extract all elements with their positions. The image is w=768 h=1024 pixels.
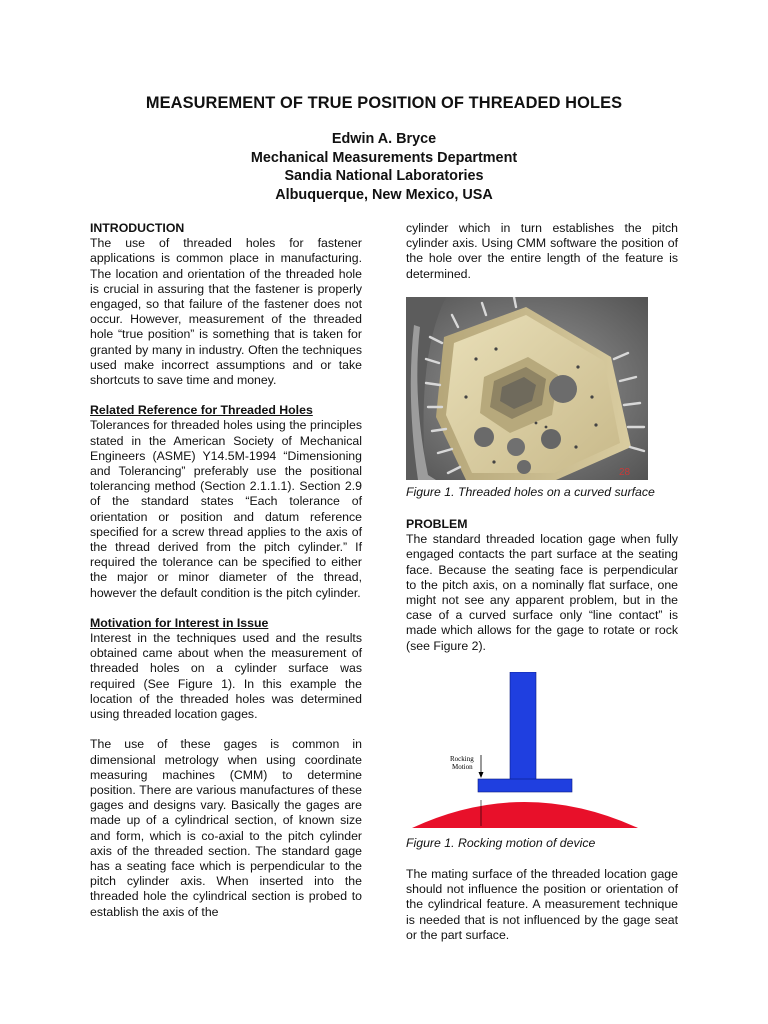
figure-2-caption: Figure 1. Rocking motion of device bbox=[406, 835, 596, 850]
author-name: Edwin A. Bryce bbox=[331, 131, 437, 147]
fixture-photo-illustration bbox=[406, 297, 648, 480]
author-department: Mechanical Measurements Department bbox=[250, 149, 518, 166]
related-reference-paragraph: Tolerances for threaded holes using the principles stated in the American Society of Mechanical Engineers (ASME) Y14.5M-1994 “Dimensioning and Tolerancing” preferably use the positional tolerancing method (Section 2.1.1.1). Section 2.9 of the standard states “Each tolerance of orientation or position and datum reference specified for a screw thread applies to the axis of the thread derived from the pitch cylinder.” If required the tolerance can be specified to either the major or minor diameter of the thread, however the default condition is the pitch cylinder. bbox=[90, 418, 362, 600]
left-column bbox=[90, 221, 362, 920]
gage-seat bbox=[478, 779, 572, 792]
mating-paragraph: The mating surface of the threaded location gage should not influence the position or orientation of the cylindrical feature. A measurement technique is needed that is not influenced by the gage seat or the part surface. bbox=[406, 867, 678, 942]
rocking-motion-diagram bbox=[406, 672, 646, 832]
figure-1-photo bbox=[406, 297, 648, 480]
introduction-paragraph: The use of threaded holes for fastener applications is common place in manufacturing. The location and orientation of the threaded hole is crucial in assuring that the fastener is properly engaged, so that failure of the fastener does not occur. However, measurement of the threaded hole “true position” is something that is taken for granted by many in industry. Often the techniques used make incorrect assumptions and or take shortcuts to save time and money. bbox=[90, 236, 362, 388]
gage-shaft bbox=[510, 672, 536, 780]
author-block bbox=[0, 130, 768, 204]
motivation-paragraph: Interest in the techniques used and the results obtained came about when the measurement of threaded holes on a cylinder surface was required (See Figure 1). In this example the location of the threaded holes was determined using threaded location gages. bbox=[90, 631, 362, 722]
rocking-label-line2: Motion bbox=[452, 762, 473, 771]
author-institution: Sandia National Laboratories bbox=[284, 168, 484, 184]
curved-surface bbox=[412, 802, 638, 828]
author-location: Albuquerque, New Mexico, USA bbox=[275, 186, 493, 203]
rocking-label-line1: Rocking bbox=[450, 754, 474, 763]
continuation-paragraph: cylinder which in turn establishes the pitch cylinder axis. Using CMM software the position of the hole over the entire length of the feature is determined. bbox=[406, 221, 678, 281]
figure-1-caption: Figure 1. Threaded holes on a curved surface bbox=[406, 484, 655, 499]
introduction-heading: INTRODUCTION bbox=[90, 221, 185, 235]
photo-stamp: 28 bbox=[619, 466, 631, 478]
problem-paragraph: The standard threaded location gage when fully engaged contacts the part surface at the seating face. Because the seating face is perpendicular to the pitch axis, on a nominally flat surface, one might not see any apparent problem, but in the case of a curved surface only “line contact” is made which allows for the gage to rotate or rock (see Figure 2). bbox=[406, 532, 678, 653]
related-reference-heading: Related Reference for Threaded Holes bbox=[90, 403, 313, 418]
problem-heading: PROBLEM bbox=[406, 517, 468, 532]
figure-2-diagram bbox=[406, 672, 646, 832]
right-column bbox=[406, 221, 678, 943]
gages-paragraph: The use of these gages is common in dimensional metrology when using coordinate measuring machines (CMM) to determine position. There are various manufactures of these gages and designs vary. Basically the gages are made up of a cylindrical section, of known size and form, which is co-axial to the pitch cylinder axis of the threaded section. The standard gage has a seating face which is perpendicular to the pitch cylinder axis. When inserted into the threaded hole the cylindrical section is probed to establish the axis of the bbox=[90, 737, 362, 919]
motivation-heading: Motivation for Interest in Issue bbox=[90, 615, 269, 630]
paper-title: MEASUREMENT OF TRUE POSITION OF THREADED HOLES bbox=[145, 94, 623, 112]
